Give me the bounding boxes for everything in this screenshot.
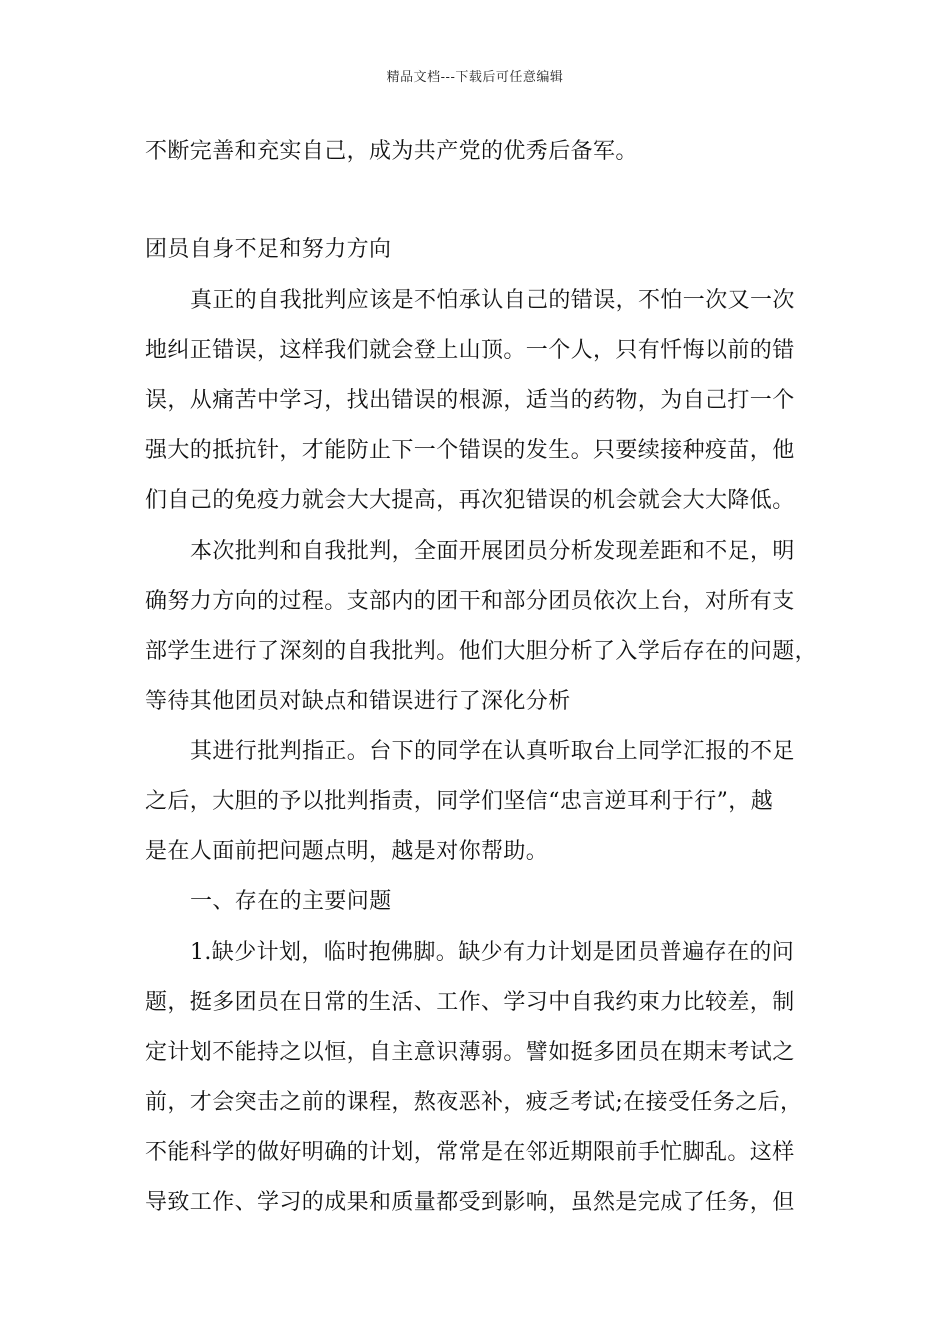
text-line: 题，挺多团员在日常的生活、工作、学习中自我约束力比较差，制 xyxy=(145,990,795,1015)
text-line: 等待其他团员对缺点和错误进行了深化分析 xyxy=(145,689,571,714)
section-heading: 团员自身不足和努力方向 xyxy=(145,237,392,262)
text-line: 不断完善和充实自己，成为共产党的优秀后备军。 xyxy=(145,139,638,164)
text-line: 真正的自我批判应该是不怕承认自己的错误，不怕一次又一次 xyxy=(190,288,795,313)
text-line: 1.缺少计划，临时抱佛脚。缺少有力计划是团员普遍存在的问 xyxy=(190,940,795,965)
text-line: 其进行批判指正。台下的同学在认真听取台上同学汇报的不足 xyxy=(190,739,795,764)
text-line: 确努力方向的过程。支部内的团干和部分团员依次上台，对所有支 xyxy=(145,589,795,614)
text-line: 本次批判和自我批判，全面开展团员分析发现差距和不足，明 xyxy=(190,539,795,564)
text-line: 定计划不能持之以恒，自主意识薄弱。譬如挺多团员在期末考试之 xyxy=(145,1040,795,1065)
text-line: 部学生进行了深刻的自我批判。他们大胆分析了入学后存在的问题， xyxy=(145,639,818,664)
text-line: 误，从痛苦中学习，找出错误的根源，适当的药物，为自己打一个 xyxy=(145,388,795,413)
text-line: 前，才会突击之前的课程，熬夜恶补，疲乏考试;在接受任务之后， xyxy=(145,1090,803,1115)
page-header: 精品文档---下载后可任意编辑 xyxy=(386,70,564,85)
text-line: 强大的抵抗针，才能防止下一个错误的发生。只要续接种疫苗，他 xyxy=(145,438,795,463)
text-line: 不能科学的做好明确的计划，常常是在邻近期限前手忙脚乱。这样 xyxy=(145,1140,795,1165)
text-line: 之后，大胆的予以批判指责，同学们坚信“忠言逆耳利于行”，越 xyxy=(145,789,774,814)
subsection-heading: 一、存在的主要问题 xyxy=(190,889,392,914)
text-line: 是在人面前把问题点明，越是对你帮助。 xyxy=(145,839,549,864)
text-line: 导致工作、学习的成果和质量都受到影响，虽然是完成了任务，但 xyxy=(145,1190,795,1215)
text-line: 地纠正错误，这样我们就会登上山顶。一个人，只有忏悔以前的错 xyxy=(145,338,795,363)
text-line: 们自己的免疫力就会大大提高，再次犯错误的机会就会大大降低。 xyxy=(145,488,795,513)
